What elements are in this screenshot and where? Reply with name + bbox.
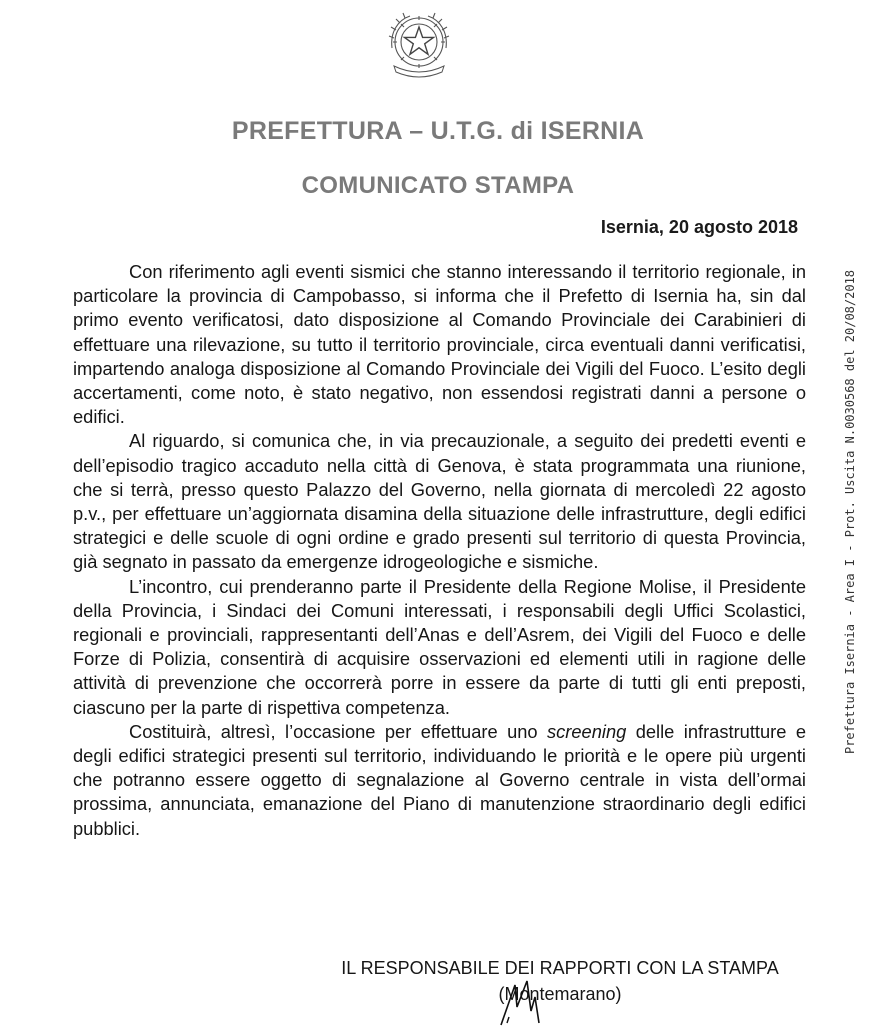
signature-block — [300, 955, 820, 1007]
signatory-title: IL RESPONSABILE DEI RAPPORTI CON LA STAMPA — [341, 958, 779, 978]
press-release-body — [73, 260, 806, 841]
paragraph-4-start: Costituirà, altresì, l’occasione per effettuare uno — [129, 720, 548, 742]
paragraph-3: L’incontro, cui prenderanno parte il Presidente della Regione Molise, il Presidente della Provincia, i Sindaci dei Comuni interessati, i responsabili degli Uffici Scolastici, regionali e provinciali, rappresentanti dell’Anas e dell’Asrem, dei Vigili del Fuoco e delle Forze di Polizia, consentirà di acquisire osservazioni ed elementi utili in ragione delle attività di prevenzione che occorrerà porre in essere da parte di tutti gli enti preposti, ciascuno per la parte di rispettiva competenza. — [73, 575, 806, 718]
protocol-stamp: Prefettura Isernia - Area I - Prot. Uscita N.0030568 del 20/08/2018 — [843, 269, 857, 755]
handwritten-signature — [493, 977, 553, 1027]
paragraph-4 — [73, 720, 806, 841]
italian-republic-emblem-icon — [380, 8, 458, 80]
date-line: Isernia, 20 agosto 2018 — [600, 217, 798, 237]
document-type-heading: COMUNICATO STAMPA — [301, 172, 575, 199]
paragraph-1: Con riferimento agli eventi sismici che stanno interessando il territorio regionale, in particolare la provincia di Campobasso, si informa che il Prefetto di Isernia ha, sin dal primo evento verificatosi, dato disposizione al Comando Provinciale dei Carabinieri di effettuare una rilevazione, su tutto il territorio provinciale, circa eventuali danni verificatisi, impartendo analoga disposizione al Comando Provinciale dei Vigili del Fuoco. L’esito degli accertamenti, come noto, è stato negativo, non essendosi registrati danni a persone o edifici. — [73, 261, 806, 428]
screening-term: screening — [547, 720, 627, 742]
signatory-name: (Montemarano) — [498, 984, 622, 1004]
paragraph-4-end: delle infrastrutture e degli edifici strategici presenti sul territorio, individuando le priorità e le opere più urgenti che potranno essere oggetto di segnalazione al Governo centrale in vista dell’ormai prossima, annunciata, emanazione del Piano di manutenzione straordinario degli edifici pubblici. — [73, 720, 806, 839]
paragraph-2: Al riguardo, si comunica che, in via precauzionale, a seguito dei predetti eventi e dell’episodio tragico accaduto nella città di Genova, è stata programmata una riunione, che si terrà, presso questo Palazzo del Governo, nella giornata di mercoledì 22 agosto p.v., per effettuare un’aggiornata disamina della situazione delle infrastrutture, degli edifici strategici e delle scuole di ogni ordine e grado presenti sul territorio di questa Provincia, già segnato in passato da emergenze idrogeologiche e sismiche. — [73, 430, 806, 573]
office-heading: PREFETTURA – U.T.G. di ISERNIA — [231, 117, 645, 145]
